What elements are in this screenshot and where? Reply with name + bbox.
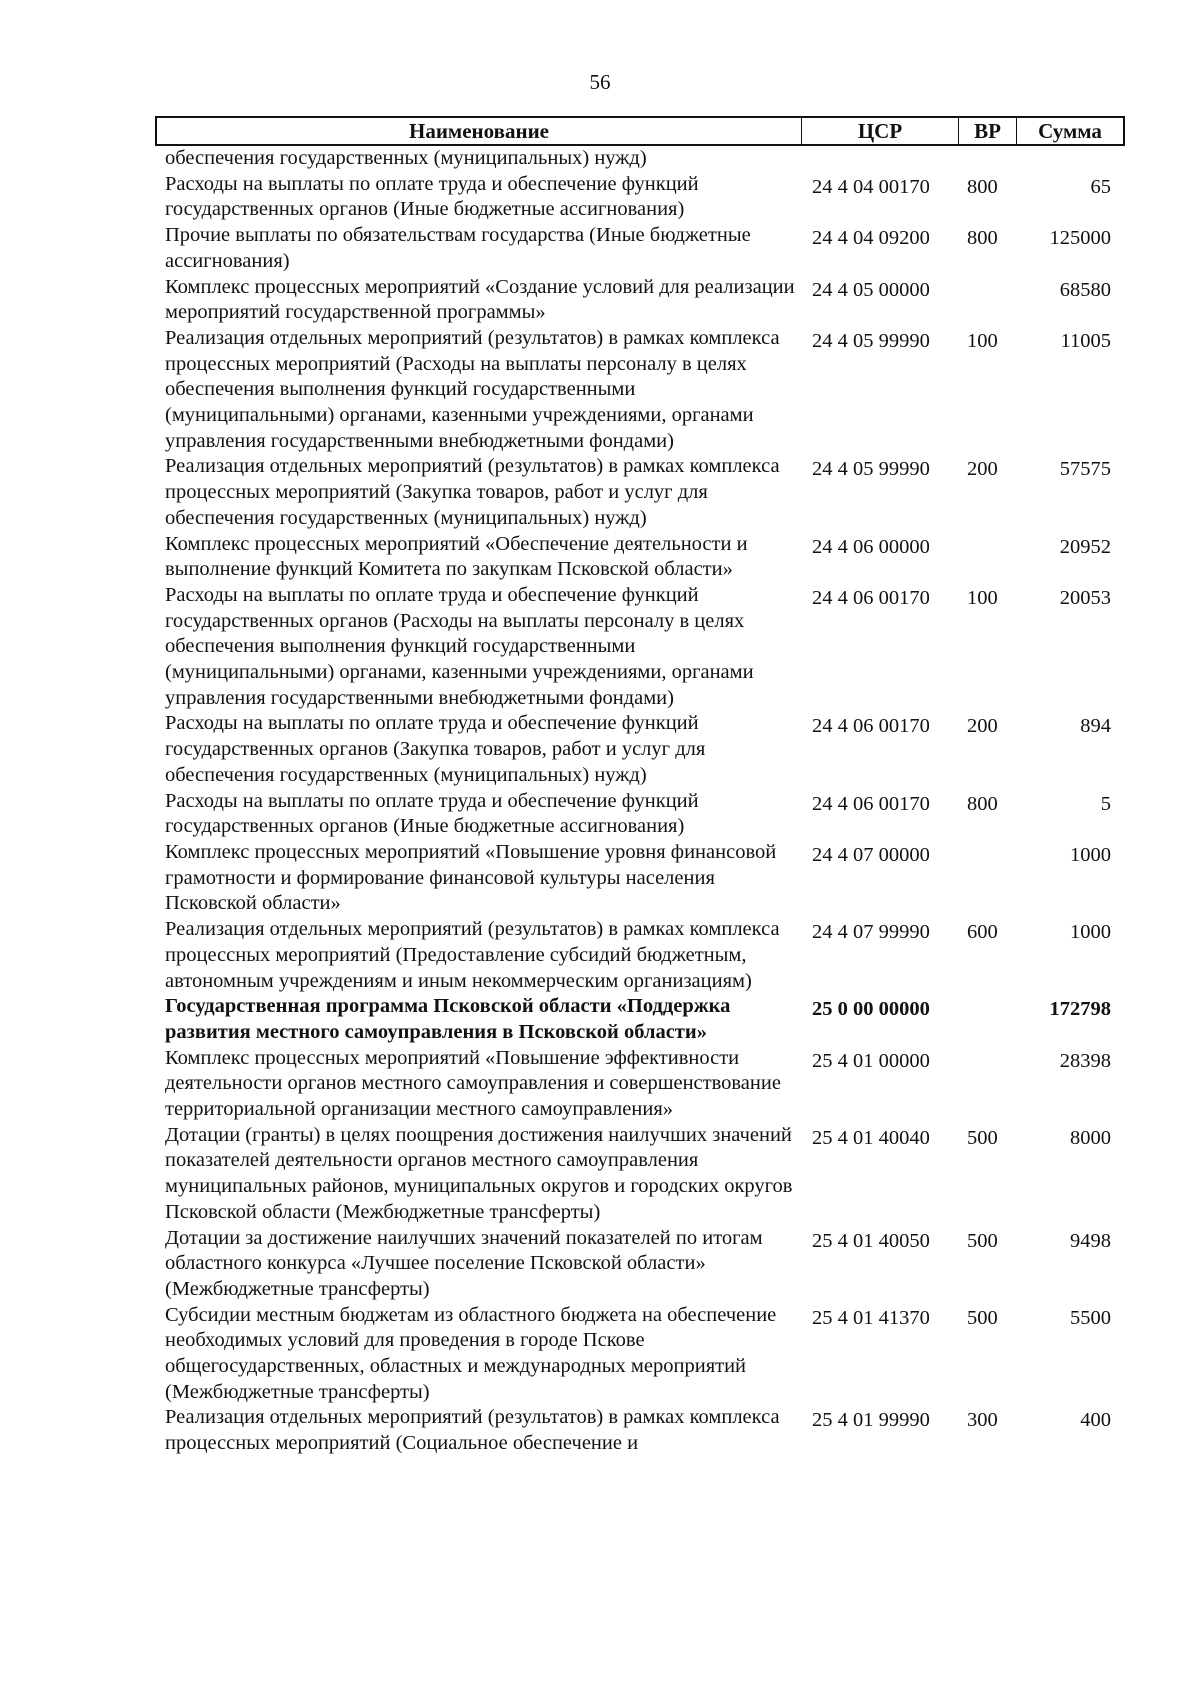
row-name-cell: Расходы на выплаты по оплате труда и обеспечение функций государственных органов (Иные бюджетные ассигнования) [165, 172, 699, 221]
row-vr-cell [957, 994, 1015, 1045]
row-csr-cell: 24 4 06 00170 [812, 586, 930, 609]
row-name-cell: Реализация отдельных мероприятий (результатов) в рамках комплекса процессных мероприятий (Социальное обеспечение и [165, 1406, 780, 1455]
row-sum-cell: 11005 [1060, 329, 1111, 352]
row-name-cell: Дотации (гранты) в целях поощрения достижения наилучших значений показателей деятельности органов местного самоуправления муниципальных районов, муниципальных округов и городских округов Псковской области (Межбюджетные трансферты) [165, 1123, 793, 1223]
row-csr-cell: 25 4 01 41370 [812, 1306, 930, 1329]
row-sum-cell: 172798 [1049, 998, 1111, 1021]
row-sum-cell: 1000 [1070, 921, 1111, 944]
row-name-cell: обеспечения государственных (муниципальных) нужд) [165, 147, 647, 169]
table-row [155, 917, 1125, 994]
row-csr-cell: 24 4 06 00000 [812, 535, 930, 558]
row-sum-cell: 894 [1080, 715, 1111, 738]
table-row [155, 1123, 1125, 1226]
row-name-cell: Реализация отдельных мероприятий (результатов) в рамках комплекса процессных мероприятий (Предоставление субсидий бюджетным, автономным учреждениям и иным некоммерческим организациям) [165, 918, 780, 992]
row-csr-cell: 24 4 05 00000 [812, 278, 930, 301]
row-vr-cell: 500 [967, 1229, 998, 1252]
row-csr-cell: 25 4 01 40040 [812, 1126, 930, 1149]
row-sum-cell: 68580 [1059, 278, 1111, 301]
row-sum-cell [1015, 146, 1121, 172]
row-vr-cell: 800 [967, 227, 998, 250]
budget-table [155, 116, 1125, 1457]
row-csr-cell: 24 4 05 99990 [812, 329, 930, 352]
row-vr-cell [957, 840, 1015, 917]
row-vr-cell: 600 [967, 921, 998, 944]
row-name-cell: Комплекс процессных мероприятий «Повышение эффективности деятельности органов местного самоуправления и совершенствование территориальной организации местного самоуправления» [165, 1046, 781, 1121]
row-vr-cell: 100 [967, 329, 998, 352]
row-name-cell: Государственная программа Псковской области «Поддержка развития местного самоуправления в Псковской области» [165, 995, 731, 1043]
row-name-cell: Реализация отдельных мероприятий (результатов) в рамках комплекса процессных мероприятий (Расходы на выплаты персоналу в целях обеспечения выполнения функций государственными (муниципальными) органами, казенными учреждениями, органами управления государственными внебюджетными фондами) [165, 326, 780, 452]
row-name-cell: Комплекс процессных мероприятий «Повышение уровня финансовой грамотности и формирование финансовой культуры населения Псковской области» [165, 840, 777, 915]
header-name: Наименование [157, 118, 802, 144]
row-name-cell: Расходы на выплаты по оплате труда и обеспечение функций государственных органов (Закупка товаров, работ и услуг для обеспечения государственных (муниципальных) нужд) [165, 712, 706, 786]
page-number: 56 [589, 70, 611, 94]
table-row [155, 1226, 1125, 1303]
row-name-cell: Комплекс процессных мероприятий «Создание условий для реализации мероприятий государственной программы» [165, 275, 795, 324]
row-vr-cell: 200 [967, 715, 998, 738]
row-csr-cell: 24 4 04 09200 [812, 227, 930, 250]
row-sum-cell: 9498 [1070, 1229, 1111, 1252]
row-name-cell: Расходы на выплаты по оплате труда и обеспечение функций государственных органов (Расходы на выплаты персоналу в целях обеспечения выполнения функций государственными (муниципальными) органами, казенными учреждениями, органами управления государственными внебюджетными фондами) [165, 583, 754, 709]
row-vr-cell [957, 275, 1015, 326]
row-csr-cell: 25 0 00 00000 [812, 998, 930, 1021]
table-row [155, 711, 1125, 788]
row-sum-cell: 5 [1100, 792, 1111, 815]
table-body [155, 146, 1125, 1457]
row-sum-cell: 8000 [1070, 1126, 1111, 1149]
table-row [155, 326, 1125, 455]
row-vr-cell [957, 146, 1015, 172]
row-sum-cell: 57575 [1059, 458, 1111, 481]
header-csr: ЦСР [802, 118, 959, 144]
table-row [155, 454, 1125, 531]
table-row [155, 1046, 1125, 1123]
table-row [155, 994, 1125, 1045]
row-sum-cell: 20053 [1059, 586, 1111, 609]
row-vr-cell: 300 [967, 1409, 998, 1432]
row-csr-cell: 25 4 01 40050 [812, 1229, 930, 1252]
row-csr-cell: 25 4 01 99990 [812, 1409, 930, 1432]
row-vr-cell: 200 [967, 458, 998, 481]
row-sum-cell: 5500 [1070, 1306, 1111, 1329]
row-sum-cell: 125000 [1049, 227, 1111, 250]
row-name-cell: Расходы на выплаты по оплате труда и обеспечение функций государственных органов (Иные бюджетные ассигнования) [165, 789, 699, 838]
row-vr-cell [957, 1046, 1015, 1123]
row-sum-cell: 1000 [1070, 843, 1111, 866]
table-header [155, 116, 1125, 146]
table-row [155, 1303, 1125, 1406]
row-csr-cell: 25 4 01 00000 [812, 1049, 930, 1072]
row-csr-cell: 24 4 04 00170 [812, 175, 930, 198]
row-name-cell: Комплекс процессных мероприятий «Обеспечение деятельности и выполнение функций Комитета по закупкам Псковской области» [165, 532, 748, 581]
row-sum-cell: 28398 [1059, 1049, 1111, 1072]
table-row [155, 172, 1125, 223]
row-sum-cell: 65 [1090, 175, 1111, 198]
row-vr-cell: 100 [967, 586, 998, 609]
table-row [155, 532, 1125, 583]
row-csr-cell: 24 4 05 99990 [812, 458, 930, 481]
row-name-cell: Субсидии местным бюджетам из областного бюджета на обеспечение необходимых условий для проведения в городе Пскове общегосударственных, областных и международных мероприятий (Межбюджетные трансферты) [165, 1303, 777, 1403]
table-row [155, 275, 1125, 326]
row-vr-cell [957, 532, 1015, 583]
table-row [155, 840, 1125, 917]
header-sum: Сумма [1038, 118, 1102, 143]
row-name-cell: Прочие выплаты по обязательствам государства (Иные бюджетные ассигнования) [165, 224, 751, 272]
table-row [155, 146, 1125, 172]
row-vr-cell: 800 [967, 792, 998, 815]
row-name-cell: Реализация отдельных мероприятий (результатов) в рамках комплекса процессных мероприятий (Закупка товаров, работ и услуг для обеспечения государственных (муниципальных) нужд) [165, 455, 780, 529]
table-row [155, 1405, 1125, 1456]
row-csr-cell: 24 4 06 00170 [812, 715, 930, 738]
row-vr-cell: 500 [967, 1306, 998, 1329]
header-vr: ВР [959, 118, 1017, 144]
row-sum-cell: 20952 [1059, 535, 1111, 558]
table-row [155, 789, 1125, 840]
row-sum-cell: 400 [1080, 1409, 1111, 1432]
row-vr-cell: 800 [967, 175, 998, 198]
table-row [155, 223, 1125, 274]
row-csr-cell: 24 4 07 99990 [812, 921, 930, 944]
row-csr-cell [800, 146, 957, 172]
row-csr-cell: 24 4 07 00000 [812, 843, 930, 866]
row-name-cell: Дотации за достижение наилучших значений показателей по итогам областного конкурса «Лучшее поселение Псковской области» (Межбюджетные трансферты) [165, 1226, 763, 1300]
table-row [155, 583, 1125, 712]
row-vr-cell: 500 [967, 1126, 998, 1149]
row-csr-cell: 24 4 06 00170 [812, 792, 930, 815]
